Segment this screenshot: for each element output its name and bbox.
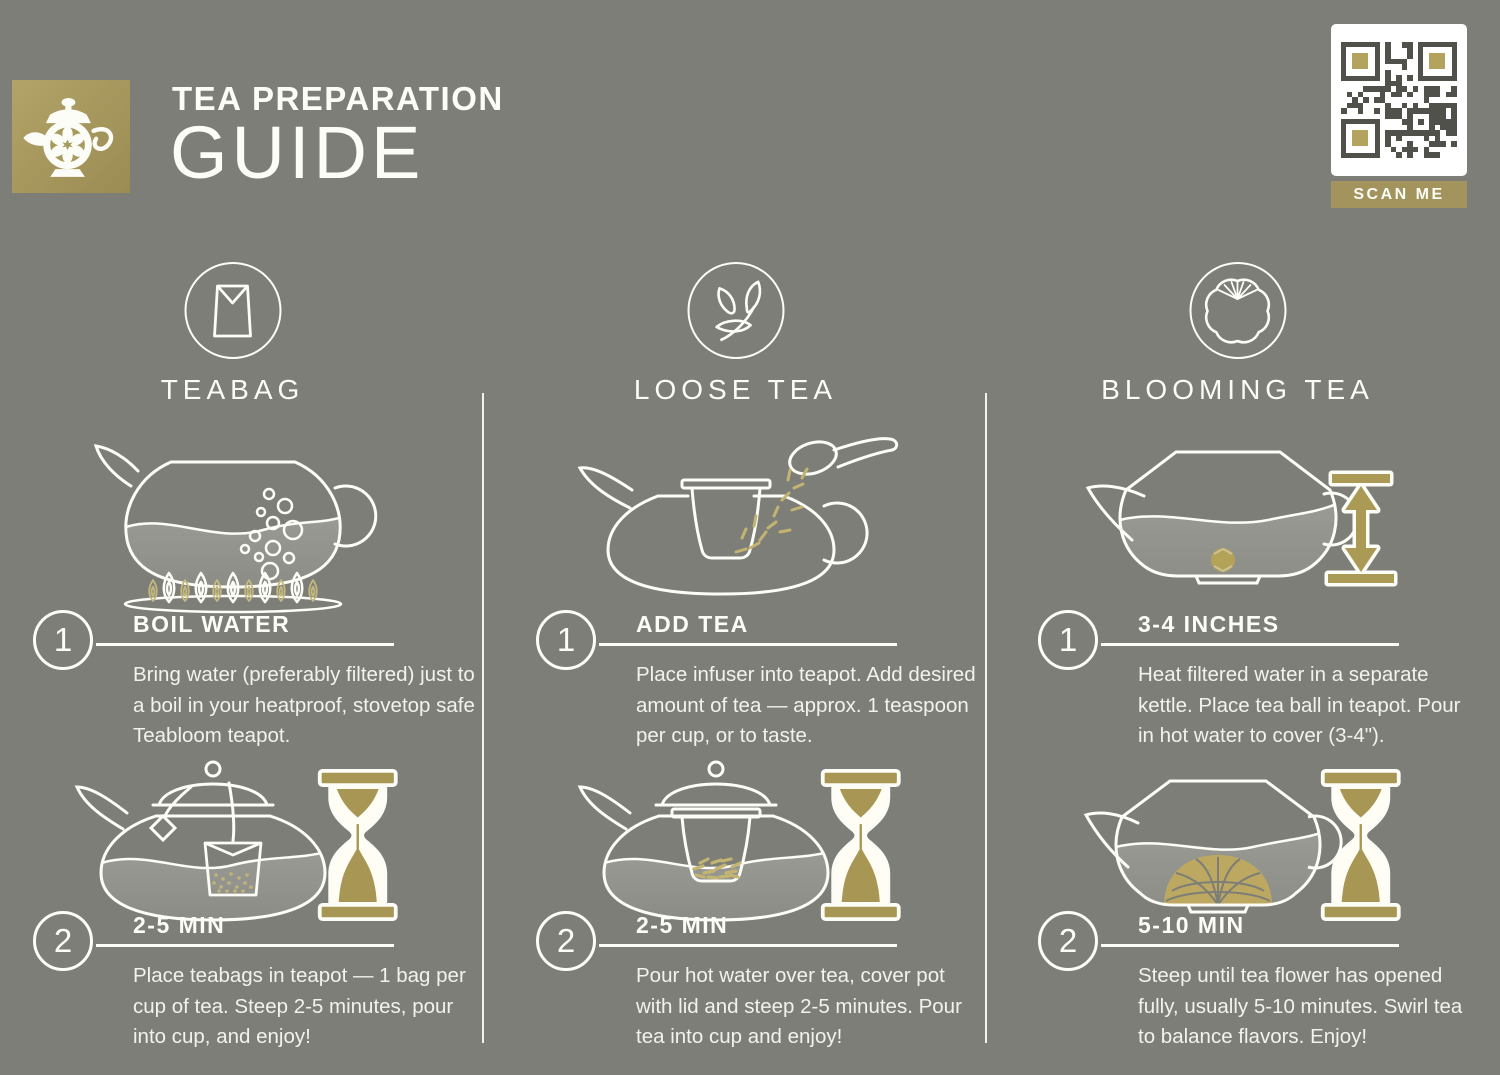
column-divider [985,393,987,1043]
hourglass-icon [822,771,898,919]
scan-me-label: SCAN ME [1353,185,1445,203]
step-heading: 5-10 MIN [1138,912,1245,938]
step-block [508,911,963,1061]
teabag-icon [207,282,259,340]
scan-me-banner [1331,181,1467,208]
column-loose-tea [508,258,976,1075]
step-number: 2 [53,922,73,959]
step-number: 1 [53,621,73,658]
step-number-circle [33,911,93,971]
teapot-flower-icon [19,87,123,187]
step-number-circle [1038,911,1098,971]
step-number-circle [536,610,596,670]
add-tea-illustration [566,424,906,614]
step-heading: 3-4 INCHES [1138,611,1280,637]
loose-tea-icon-circle [687,262,784,359]
step-description: Heat filtered water in a separate kettle. Place tea ball in teapot. Pour in hot water to cover (3-4"). [1138,663,1461,747]
brand-logo [12,80,130,193]
step-description: Pour hot water over tea, cover pot with lid and steep 2-5 minutes. Pour tea into cup and enjoy! [636,964,962,1048]
step-block [1010,610,1465,760]
step-heading: 2-5 MIN [133,912,226,938]
step-heading: BOIL WATER [133,611,291,637]
step-divider-line [1101,643,1399,646]
column-divider [482,393,484,1043]
step-description: Bring water (preferably filtered) just to a boil in your heatproof, stovetop safe Teabloom teapot. [133,663,475,747]
column-title: LOOSE TEA [633,374,838,405]
page-subtitle: GUIDE [170,111,425,194]
boil-water-illustration [73,424,393,616]
steep-bloom-illustration [1068,755,1408,930]
hourglass-icon [1322,771,1398,919]
column-blooming-tea [1010,258,1465,1075]
step-divider-line [599,643,897,646]
column-title: TEABAG [160,374,305,405]
step-divider-line [96,944,394,947]
column-teabag [5,258,475,1075]
blooming-flower-icon [1200,275,1276,347]
step-description: Place teabags in teapot — 1 bag per cup of tea. Steep 2-5 minutes, pour into cup, and enjoy! [133,964,466,1048]
water-level-illustration [1068,424,1408,604]
step-description: Place infuser into teapot. Add desired amount of tea — approx. 1 teaspoon per cup, or to taste. [636,663,976,747]
loose-leaf-icon [705,278,767,344]
step-number-circle [536,911,596,971]
step-divider-line [599,944,897,947]
qr-card [1331,24,1467,176]
step-description: Steep until tea flower has opened fully, usually 5-10 minutes. Swirl tea to balance flavors. Enjoy! [1138,964,1463,1048]
qr-code [1341,42,1457,158]
step-number: 2 [556,922,576,959]
hourglass-icon [319,771,395,919]
step-number: 1 [556,621,576,658]
step-block [5,610,475,760]
page-title: TEA PREPARATION [172,80,504,117]
step-heading: 2-5 MIN [636,912,729,938]
teabag-icon-circle [184,262,281,359]
steep-loose-tea-illustration [566,755,906,930]
step-divider-line [96,643,394,646]
step-divider-line [1101,944,1399,947]
step-heading: ADD TEA [636,611,749,637]
step-number-circle [33,610,93,670]
step-number: 2 [1058,922,1078,959]
step-block [1010,911,1465,1061]
step-number: 1 [1058,621,1078,658]
blooming-tea-icon-circle [1189,262,1286,359]
step-number-circle [1038,610,1098,670]
step-block [508,610,976,760]
step-block [5,911,466,1061]
steep-teabag-illustration [63,755,403,930]
column-title: BLOOMING TEA [1101,374,1374,405]
